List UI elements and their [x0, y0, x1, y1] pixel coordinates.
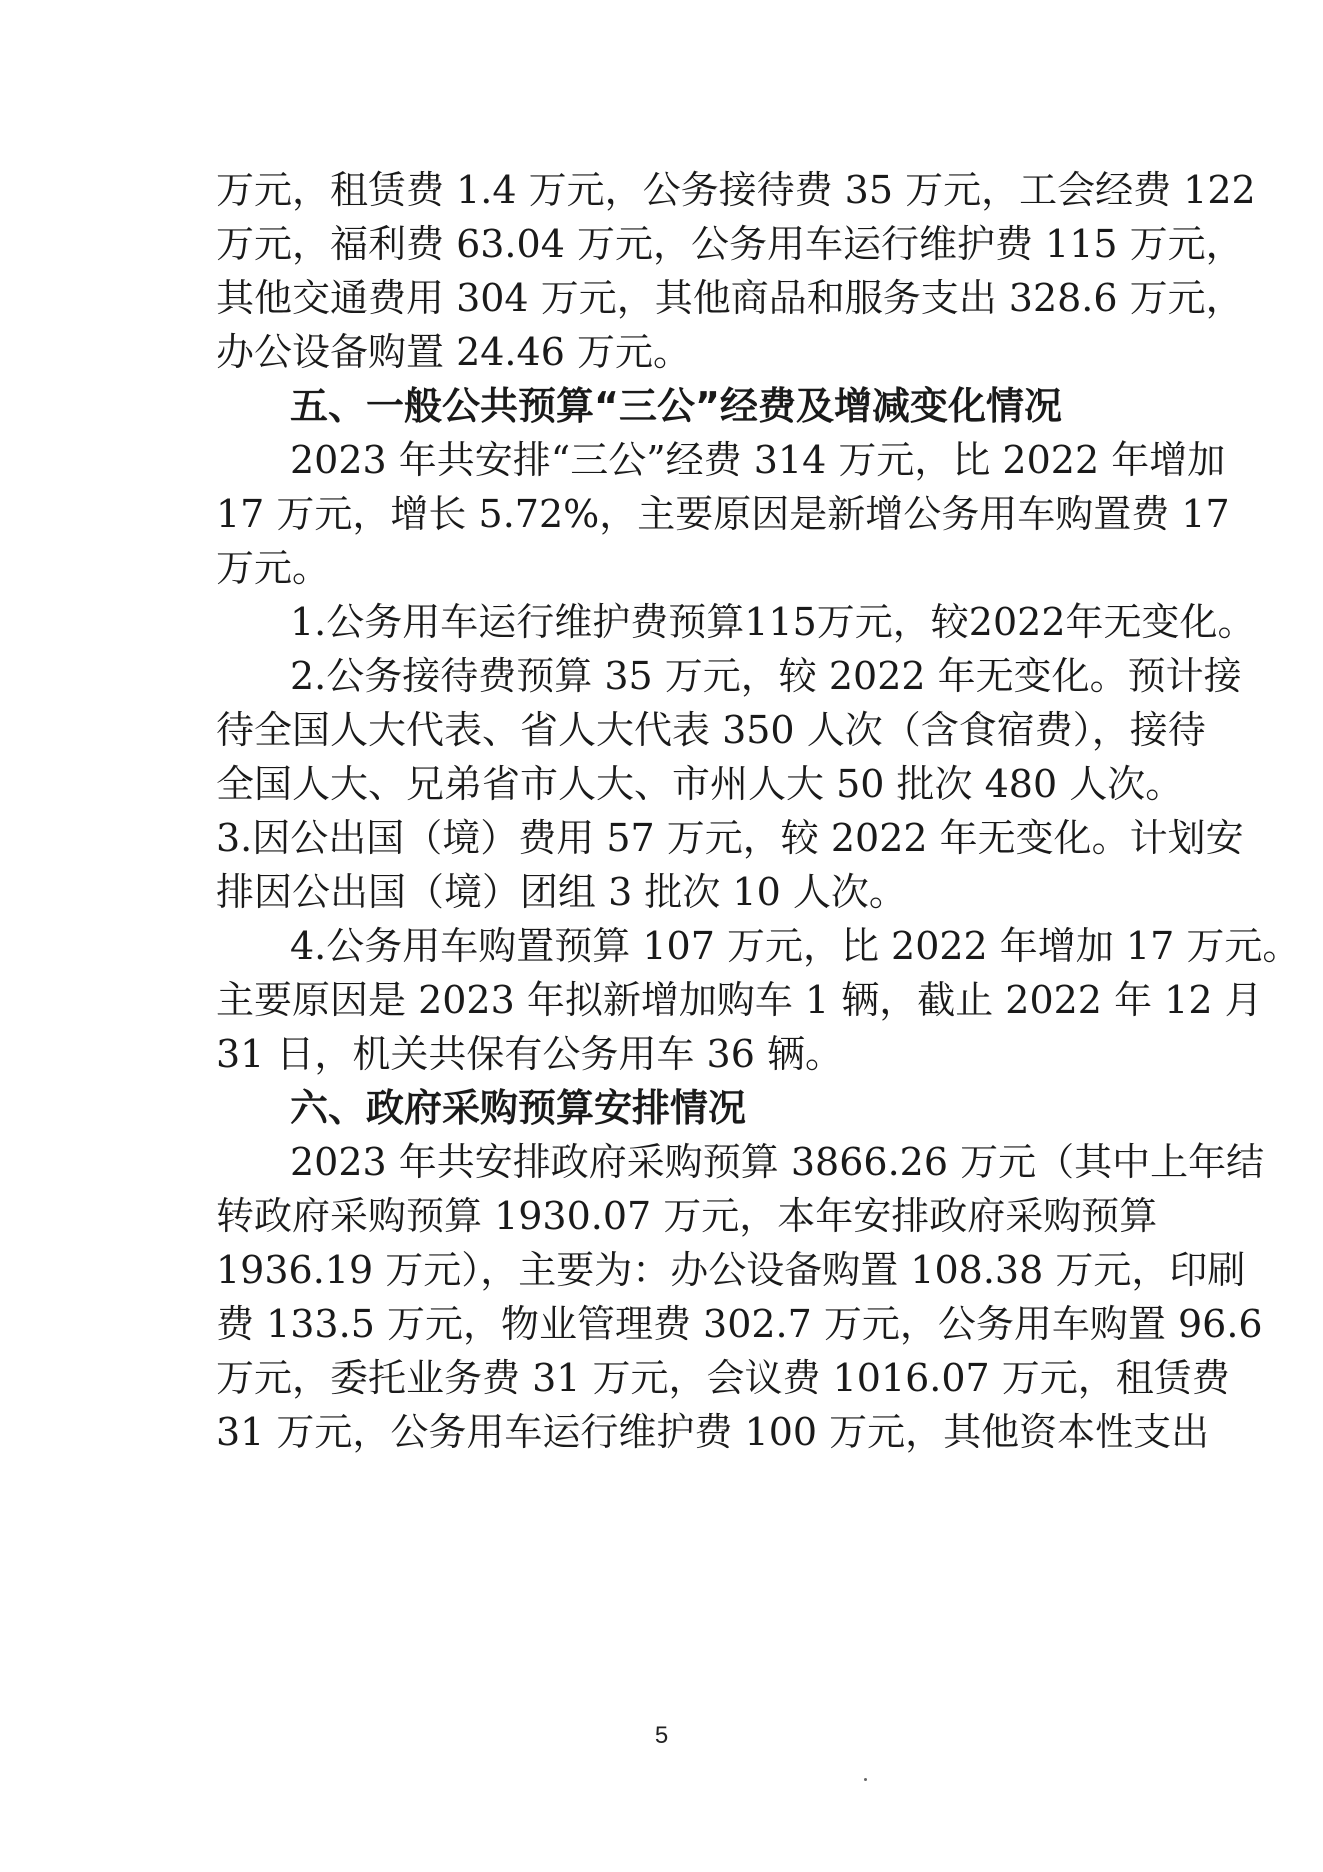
- list-item-4: 4.公务用车购置预算 107 万元，比 2022 年增加 17 万元。: [290, 924, 1301, 968]
- body-line: 其他交通费用 304 万元，其他商品和服务支出 328.6 万元，: [216, 276, 1244, 320]
- body-line: 万元，租赁费 1.4 万元，公务接待费 35 万元，工会经费 122: [216, 168, 1256, 212]
- body-line: 2023 年共安排“三公”经费 314 万元，比 2022 年增加: [290, 438, 1226, 482]
- list-item-1: 1.公务用车运行维护费预算115万元，较2022年无变化。: [290, 600, 1256, 644]
- body-line: 办公设备购置 24.46 万元。: [216, 330, 691, 374]
- body-line: 17 万元，增长 5.72%，主要原因是新增公务用车购置费 17: [216, 492, 1230, 536]
- scan-speck: [864, 1778, 867, 1781]
- body-line: 2023 年共安排政府采购预算 3866.26 万元（其中上年结: [290, 1140, 1265, 1184]
- body-line: 转政府采购预算 1930.07 万元，本年安排政府采购预算: [216, 1194, 1158, 1238]
- section-heading-six: 六、政府采购预算安排情况: [290, 1086, 747, 1130]
- body-line: 主要原因是 2023 年拟新增加购车 1 辆，截止 2022 年 12 月: [216, 978, 1263, 1022]
- body-line: 万元，福利费 63.04 万元，公务用车运行维护费 115 万元，: [216, 222, 1244, 266]
- body-line: 费 133.5 万元，物业管理费 302.7 万元，公务用车购置 96.6: [216, 1302, 1263, 1346]
- body-line: 万元。: [216, 546, 331, 590]
- body-line: 万元，委托业务费 31 万元，会议费 1016.07 万元，租赁费: [216, 1356, 1230, 1400]
- body-line: 全国人大、兄弟省市人大、市州人大 50 批次 480 人次。: [216, 762, 1184, 806]
- page-number: 5: [654, 1722, 669, 1749]
- section-heading-five: 五、一般公共预算“三公”经费及增减变化情况: [290, 384, 1062, 428]
- body-line: 排因公出国（境）团组 3 批次 10 人次。: [216, 870, 907, 914]
- list-item-2: 2.公务接待费预算 35 万元，较 2022 年无变化。预计接: [290, 654, 1242, 698]
- body-line: 31 万元，公务用车运行维护费 100 万元，其他资本性支出: [216, 1410, 1210, 1454]
- body-line: 31 日，机关共保有公务用车 36 辆。: [216, 1032, 843, 1076]
- body-line: 1936.19 万元），主要为：办公设备购置 108.38 万元，印刷: [216, 1248, 1246, 1292]
- list-item-3: 3.因公出国（境）费用 57 万元，较 2022 年无变化。计划安: [216, 816, 1244, 860]
- body-line: 待全国人大代表、省人大代表 350 人次（含食宿费），接待: [216, 708, 1206, 752]
